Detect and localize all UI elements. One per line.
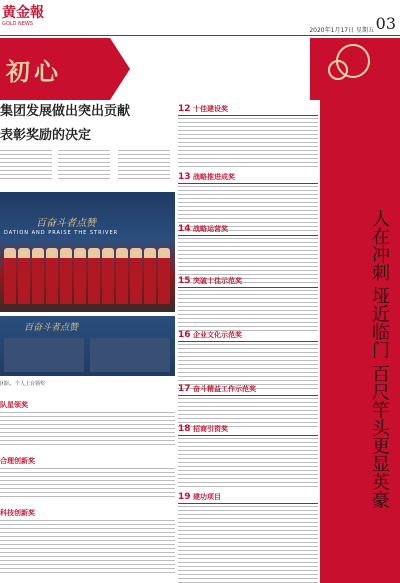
section-number: 12: [178, 104, 191, 114]
left-section-title: 队星领奖: [0, 401, 28, 409]
section-number: 18: [178, 424, 191, 434]
calligraphy-side-bar: [320, 100, 400, 583]
award-section: [178, 276, 318, 334]
awardee-group: [4, 248, 170, 304]
body-text-column-3: [118, 150, 170, 190]
section-label: 突破十佳示范奖: [192, 277, 242, 285]
masthead-brand: 黄金報: [2, 5, 44, 21]
banner-left-block: [0, 38, 110, 100]
headline-line-1: 集团发展做出突出贡献: [0, 104, 131, 119]
section-label: 建功项目: [192, 493, 221, 501]
award-stage-photo-2: [0, 316, 175, 376]
section-number: 19: [178, 492, 191, 502]
stage-backdrop-subtitle: DATION AND PRAISE THE STRIVER: [4, 230, 119, 236]
section-label: 奋斗精益工作示范奖: [192, 385, 256, 393]
award-stage-photo: [0, 192, 175, 312]
section-number: 14: [178, 224, 191, 234]
award-section: [178, 330, 318, 392]
page-header: [0, 0, 400, 36]
left-section-title: 合理创新奖: [0, 457, 35, 465]
group-photo-left: [4, 338, 84, 372]
stage-backdrop-title: 百奋斗者点赞: [36, 218, 96, 229]
award-section: [178, 424, 318, 490]
body-text-column-2: [58, 150, 110, 190]
section-label: 招商引资奖: [192, 425, 228, 433]
page-number: 03: [375, 14, 396, 33]
award-section: [178, 492, 318, 583]
section-number: 15: [178, 276, 191, 286]
section-banner: [0, 38, 400, 100]
cloud-ornament-small-icon: [328, 60, 348, 80]
banner-title: 初心: [6, 57, 62, 86]
group-photo-right: [90, 338, 170, 372]
masthead-subtitle: GOLD NEWS: [2, 21, 34, 27]
left-section-body: [0, 520, 175, 580]
calligraphy-text: 人在冲刺 垭近临门 百尺竿头更显英豪: [369, 209, 390, 509]
section-number: 17: [178, 384, 191, 394]
award-section: [178, 104, 318, 170]
issue-date: 2020年1月17日 星期五: [309, 27, 374, 34]
section-number: 16: [178, 330, 191, 340]
section-number: 13: [178, 172, 191, 182]
stage-backdrop-title-2: 百奋斗者点赞: [24, 323, 79, 333]
photo-caption: 团队、个人上台领奖: [0, 381, 46, 387]
banner-right-block: [310, 38, 400, 100]
left-section-title: 科技创新奖: [0, 509, 35, 517]
body-text-column-1: [0, 150, 52, 190]
left-section-body: [0, 468, 175, 504]
section-label: 十佳建设奖: [192, 105, 228, 113]
section-label: 战略推进成奖: [192, 173, 235, 181]
headline-line-2: 表彰奖励的决定: [0, 128, 92, 143]
left-section-body: [0, 412, 175, 452]
section-label: 企业文化示范奖: [192, 331, 242, 339]
section-label: 战略运营奖: [192, 225, 228, 233]
